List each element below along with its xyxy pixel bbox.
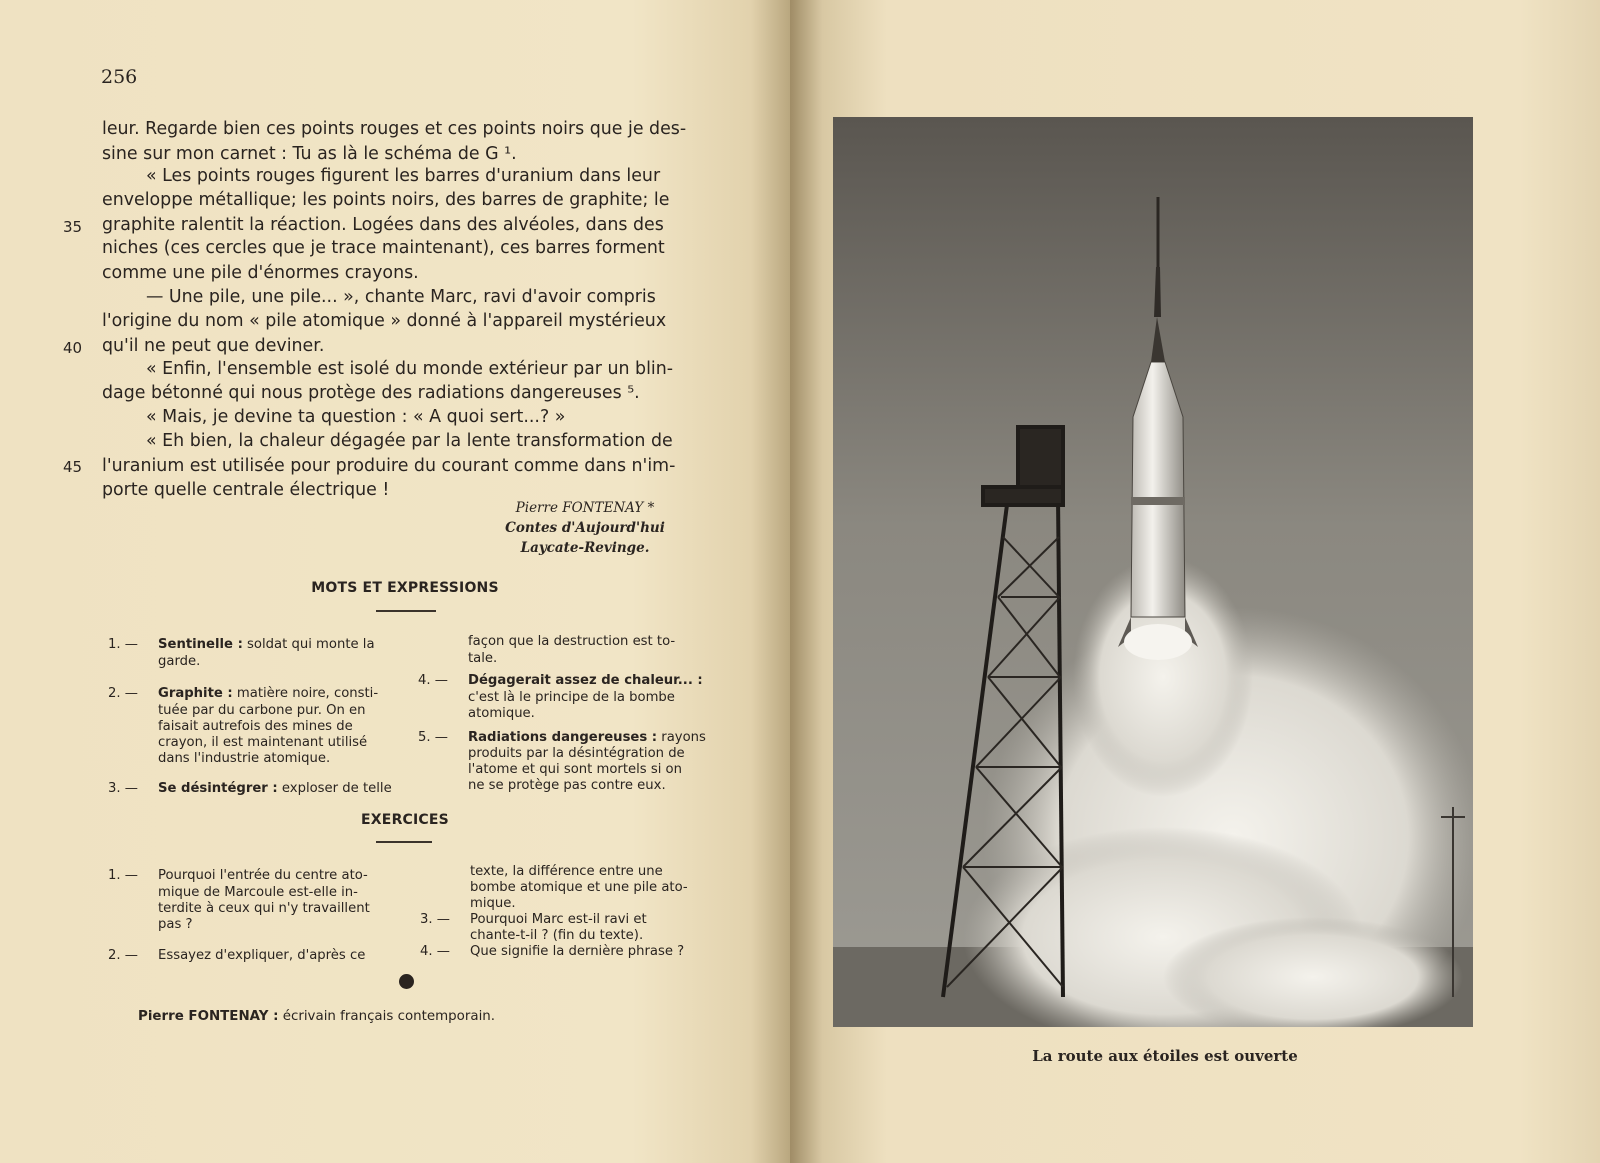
mots-def: tuée par du carbone pur. On en (158, 703, 366, 718)
mots-num: 5. — (418, 730, 448, 745)
mots-def: soldat qui monte la (247, 637, 375, 652)
exercice-text: Pourquoi Marc est-il ravi et (470, 912, 647, 927)
body-line: qu'il ne peut que deviner. (102, 336, 325, 356)
credit-publisher: Laycate-Revinge. (520, 540, 650, 556)
exercice-num: 1. — (108, 868, 138, 883)
exercice-text: mique de Marcoule est-elle in- (158, 885, 358, 900)
body-line: « Les points rouges figurent les barres d'uranium dans leur (146, 166, 661, 186)
body-line: l'uranium est utilisée pour produire du courant comme dans n'im- (102, 456, 676, 476)
footnote-text: écrivain français contemporain. (282, 1009, 496, 1024)
mots-def: rayons (661, 730, 706, 745)
body-line: « Eh bien, la chaleur dégagée par la lente transformation de (146, 431, 673, 451)
body-line: niches (ces cercles que je trace maintenant), ces barres forment (102, 238, 665, 258)
mots-term: Se désintégrer : (158, 781, 278, 796)
exercices-title: EXERCICES (361, 812, 449, 828)
mots-def: dans l'industrie atomique. (158, 751, 331, 766)
mots-def: exploser de telle (281, 781, 392, 796)
exercice-num: 4. — (420, 944, 450, 959)
exercice-num: 3. — (420, 912, 450, 927)
mots-term: Radiations dangereuses : (468, 730, 658, 745)
exercices-rule (376, 841, 432, 843)
mots-def: garde. (158, 654, 201, 669)
mots-def: ne se protège pas contre eux. (468, 778, 666, 793)
body-line: — Une pile, une pile... », chante Marc, ravi d'avoir compris (146, 287, 656, 307)
body-line: graphite ralentit la réaction. Logées dans des alvéoles, dans des (102, 215, 664, 235)
exercice-text: terdite à ceux qui n'y travaillent (158, 901, 370, 916)
body-line: sine sur mon carnet : Tu as là le schéma de G ¹. (102, 144, 517, 164)
exercice-text: bombe atomique et une pile ato- (470, 880, 688, 895)
mots-def: matière noire, consti- (236, 686, 379, 701)
mots-def: c'est là le principe de la bombe (468, 690, 675, 705)
mots-def: faisait autrefois des mines de (158, 719, 353, 734)
mots-num: 3. — (108, 781, 138, 796)
exercice-text: mique. (470, 896, 516, 911)
mots-num: 4. — (418, 673, 448, 688)
mots-def: atomique. (468, 706, 535, 721)
mots-rule (376, 610, 436, 612)
body-line: porte quelle centrale électrique ! (102, 480, 390, 500)
line-number: 40 (63, 339, 83, 357)
mots-def: produits par la désintégration de (468, 746, 685, 761)
body-line: leur. Regarde bien ces points rouges et ces points noirs que je des- (102, 119, 687, 139)
body-line: « Mais, je devine ta question : « A quoi sert...? » (146, 407, 566, 427)
body-line: enveloppe métallique; les points noirs, des barres de graphite; le (102, 190, 670, 210)
credit-book: Contes d'Aujourd'hui (505, 520, 665, 536)
mots-term: Dégagerait assez de chaleur... : (468, 673, 703, 688)
rocket-launch-photo (833, 117, 1473, 1027)
photo-caption: La route aux étoiles est ouverte (1032, 1047, 1298, 1065)
separator-dot (399, 974, 414, 989)
footnote (138, 1009, 495, 1024)
page-number: 256 (101, 66, 138, 88)
exercice-text: Que signifie la dernière phrase ? (470, 944, 685, 959)
mots-num: 1. — (108, 637, 138, 652)
mots-def: crayon, il est maintenant utilisé (158, 735, 368, 750)
body-line: comme une pile d'énormes crayons. (102, 263, 419, 283)
exercice-num: 2. — (108, 948, 138, 963)
body-line: l'origine du nom « pile atomique » donné à l'appareil mystérieux (102, 311, 667, 331)
body-line: « Enfin, l'ensemble est isolé du monde extérieur par un blin- (146, 359, 674, 379)
exercice-text: pas ? (158, 917, 193, 932)
line-number: 45 (63, 458, 83, 476)
exercice-text: Essayez d'expliquer, d'après ce (158, 948, 366, 963)
body-line: dage bétonné qui nous protège des radiations dangereuses ⁵. (102, 383, 640, 403)
mots-def: façon que la destruction est to- (468, 634, 676, 649)
credit-author: Pierre FONTENAY * (515, 500, 655, 516)
line-number: 35 (63, 218, 83, 236)
exercice-text: chante-t-il ? (fin du texte). (470, 928, 644, 943)
mots-term: Graphite : (158, 686, 233, 701)
footnote-name: Pierre FONTENAY : (138, 1009, 279, 1024)
mots-term: Sentinelle : (158, 637, 243, 652)
exercice-text: texte, la différence entre une (470, 864, 663, 879)
exercice-text: Pourquoi l'entrée du centre ato- (158, 868, 368, 883)
mots-def: l'atome et qui sont mortels si on (468, 762, 682, 777)
mots-def: tale. (468, 651, 498, 666)
mots-num: 2. — (108, 686, 138, 701)
mots-title: MOTS ET EXPRESSIONS (311, 580, 499, 596)
